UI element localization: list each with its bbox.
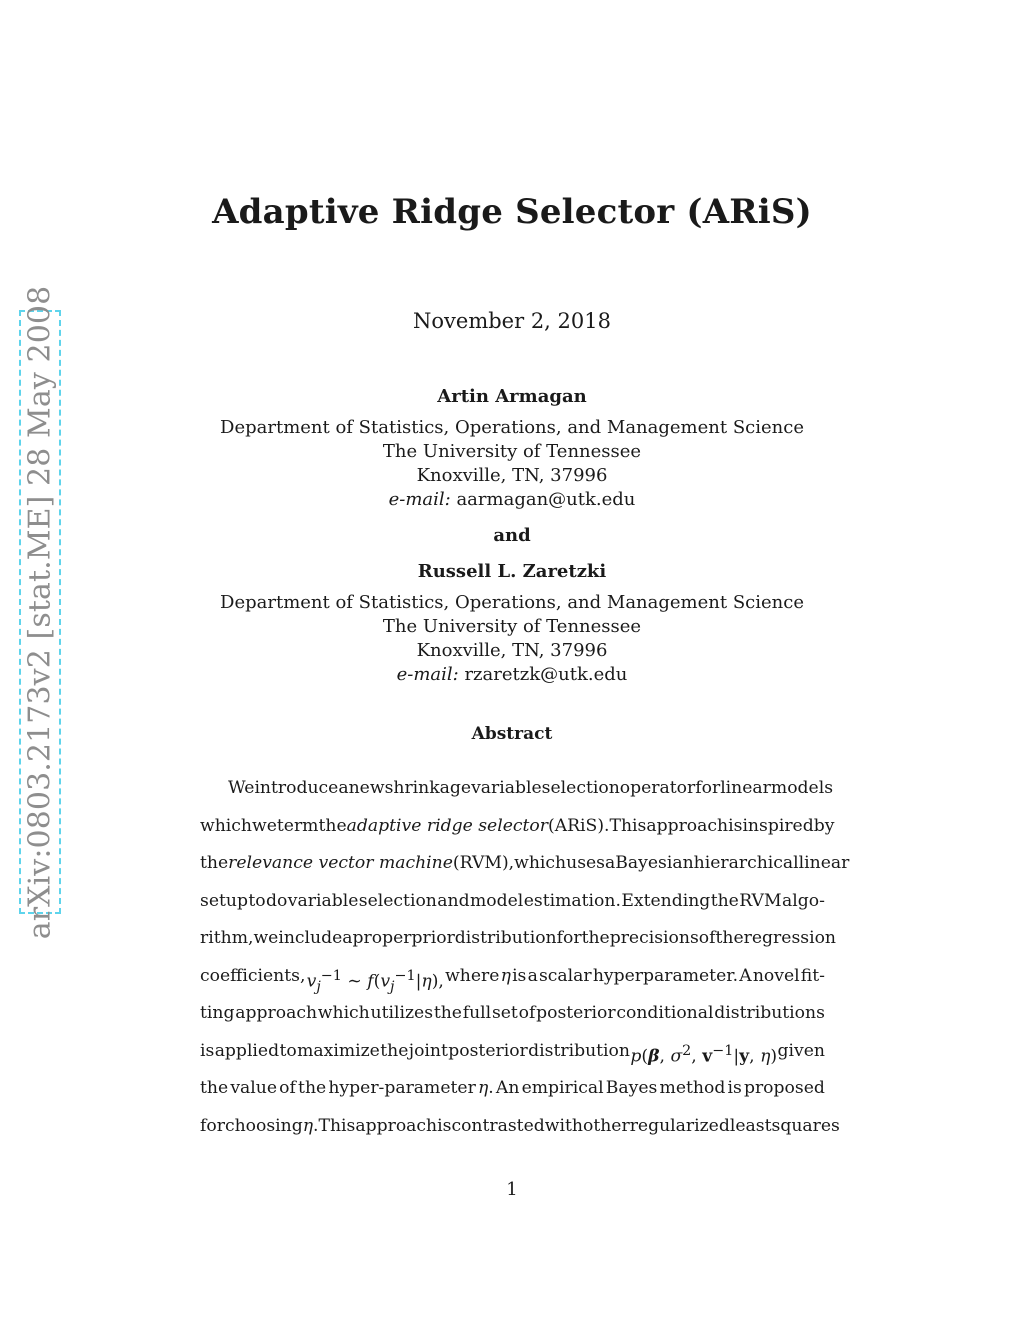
abstract-word: a bbox=[527, 965, 538, 986]
author-2-email: rzaretzk@utk.edu bbox=[464, 664, 628, 685]
abstract-word: coefficients, bbox=[200, 965, 306, 986]
abstract-word: ting bbox=[200, 1003, 235, 1023]
abstract-word: a bbox=[338, 778, 349, 798]
abstract-word: the bbox=[710, 890, 739, 911]
abstract-line bbox=[200, 958, 825, 996]
abstract-word: fit- bbox=[800, 965, 825, 986]
abstract-word: approach bbox=[355, 1115, 438, 1136]
author-1-email-line bbox=[0, 488, 1024, 512]
paper-title: Adaptive Ridge Selector (ARiS) bbox=[212, 192, 812, 232]
arxiv-stamp-text: arXiv:0803.2173v2 [stat.ME] 28 May 2008 bbox=[22, 285, 58, 939]
abstract-word: linear bbox=[720, 778, 771, 798]
abstract-line bbox=[200, 808, 835, 846]
abstract-word: models bbox=[770, 778, 834, 798]
math-expression: $v_j^{-1}$ ∼ $f(v_j^{-1}|\eta)$, bbox=[306, 967, 444, 995]
abstract-word: posterior bbox=[448, 1040, 528, 1061]
abstract-word: we bbox=[251, 815, 277, 836]
author-1-city: Knoxville, TN, 37996 bbox=[416, 465, 608, 486]
math-expression: η. bbox=[477, 1078, 494, 1098]
abstract-word: utilizes bbox=[370, 1003, 434, 1023]
abstract-word: the bbox=[581, 928, 610, 948]
abstract-word: regularized bbox=[629, 1115, 730, 1136]
abstract-word: Bayesian bbox=[615, 853, 694, 873]
abstract-word: scalar bbox=[538, 965, 592, 986]
abstract-word: distributions bbox=[714, 1003, 825, 1023]
abstract-word: which bbox=[200, 815, 252, 836]
abstract-word: rithm, bbox=[200, 928, 254, 948]
abstract-word: for bbox=[695, 778, 721, 798]
abstract-word: choosing bbox=[224, 1115, 303, 1136]
abstract-word: contrasted bbox=[451, 1115, 545, 1136]
author-1-email: aarmagan@utk.edu bbox=[456, 489, 636, 510]
abstract-word: for bbox=[556, 928, 582, 948]
abstract-word: applied bbox=[214, 1040, 280, 1061]
abstract-word: approach bbox=[235, 1003, 318, 1023]
abstract-word: regression bbox=[743, 928, 837, 948]
abstract-word: distribution bbox=[528, 1040, 630, 1061]
abstract-word: include bbox=[278, 928, 343, 948]
abstract-word: of bbox=[518, 1003, 536, 1023]
abstract-line bbox=[200, 845, 850, 883]
abstract-word: introduce bbox=[254, 778, 339, 798]
author-1-university: The University of Tennessee bbox=[382, 441, 642, 462]
abstract-word: RVM bbox=[739, 890, 782, 911]
abstract-word: posterior bbox=[536, 1003, 616, 1023]
author-2-department: Department of Statistics, Operations, and Management Science bbox=[220, 592, 804, 613]
abstract-word: proposed bbox=[743, 1078, 825, 1098]
author-2-name: Russell L. Zaretzki bbox=[417, 561, 607, 582]
abstract-word: full bbox=[462, 1003, 492, 1023]
abstract-word: the bbox=[380, 1040, 409, 1061]
abstract-word: new bbox=[348, 778, 385, 798]
abstract-word: algo- bbox=[781, 890, 825, 911]
abstract-word: (RVM), bbox=[452, 853, 515, 873]
abstract-word: variable bbox=[471, 778, 542, 798]
abstract-word: We bbox=[228, 778, 255, 798]
abstract-word: other bbox=[582, 1115, 630, 1136]
abstract-word: shrinkage bbox=[384, 778, 472, 798]
abstract-word: operator bbox=[619, 778, 696, 798]
abstract-word: prior bbox=[411, 928, 455, 948]
abstract-word: hyper-parameter bbox=[328, 1078, 476, 1098]
abstract-word: is bbox=[200, 1040, 215, 1061]
author-2-university: The University of Tennessee bbox=[382, 616, 642, 637]
abstract-word: the bbox=[318, 815, 347, 836]
abstract-word: given bbox=[777, 1040, 825, 1061]
abstract-word: novel bbox=[752, 965, 800, 986]
abstract-word: Extending bbox=[621, 890, 711, 911]
abstract-line bbox=[200, 883, 825, 921]
abstract-word: the bbox=[200, 1078, 229, 1098]
abstract-word: the bbox=[298, 1078, 327, 1098]
abstract-line bbox=[200, 995, 825, 1033]
author-1-email-label: e-mail: bbox=[388, 489, 451, 510]
abstract-word: maximize bbox=[297, 1040, 380, 1061]
page-number: 1 bbox=[506, 1179, 518, 1200]
and-separator: and bbox=[493, 525, 531, 546]
abstract-word: uses bbox=[566, 853, 606, 873]
abstract-word: is bbox=[437, 1115, 452, 1136]
abstract-word: a bbox=[605, 853, 616, 873]
abstract-word: the bbox=[715, 928, 744, 948]
abstract-word: linear bbox=[798, 853, 850, 873]
abstract-word: we bbox=[253, 928, 279, 948]
abstract-word: to bbox=[279, 1040, 297, 1061]
abstract-line bbox=[200, 1108, 840, 1146]
abstract-word: precisions bbox=[609, 928, 699, 948]
abstract-word: to bbox=[248, 890, 266, 911]
abstract-emphasis: adaptive ridge selector bbox=[346, 815, 548, 836]
abstract-word: An bbox=[495, 1078, 520, 1098]
abstract-word: hyperparameter. bbox=[592, 965, 739, 986]
abstract-line bbox=[200, 1033, 825, 1071]
abstract-word: setup bbox=[200, 890, 248, 911]
author-2-affiliation bbox=[0, 591, 1024, 687]
abstract-word: of bbox=[279, 1078, 296, 1098]
abstract-word: Bayes bbox=[605, 1078, 658, 1098]
math-expression: p(β, $\sigma^2$, $v^{-1}|y$, η) bbox=[630, 1042, 778, 1067]
abstract-word: variable bbox=[287, 890, 359, 911]
abstract-word: is bbox=[512, 965, 527, 986]
abstract-word: inspired bbox=[742, 815, 814, 836]
author-2-city: Knoxville, TN, 37996 bbox=[416, 640, 608, 661]
abstract-word: hierarchical bbox=[693, 853, 799, 873]
abstract-word: selection bbox=[541, 778, 620, 798]
abstract-word: method bbox=[659, 1078, 726, 1098]
abstract-word: by bbox=[813, 815, 835, 836]
abstract-word: least bbox=[729, 1115, 772, 1136]
abstract-word: estimation. bbox=[523, 890, 621, 911]
math-expression: η. bbox=[302, 1115, 319, 1136]
abstract-line bbox=[200, 770, 834, 808]
abstract-word: value bbox=[230, 1078, 278, 1098]
abstract-line bbox=[200, 1070, 825, 1108]
abstract-word: A bbox=[739, 965, 752, 986]
abstract-word: (ARiS). bbox=[547, 815, 610, 836]
abstract-word: set bbox=[491, 1003, 518, 1023]
abstract-word: of bbox=[698, 928, 716, 948]
abstract-word: is bbox=[728, 815, 743, 836]
abstract-word: do bbox=[266, 890, 288, 911]
abstract-word: a bbox=[342, 928, 353, 948]
abstract-word: This bbox=[318, 1115, 356, 1136]
abstract-word: which bbox=[317, 1003, 370, 1023]
abstract-word: which bbox=[514, 853, 567, 873]
abstract-word: and bbox=[437, 890, 470, 911]
author-2-email-label: e-mail: bbox=[396, 664, 459, 685]
abstract-word: is bbox=[727, 1078, 742, 1098]
abstract-word: squares bbox=[771, 1115, 840, 1136]
author-2-email-line bbox=[0, 663, 1024, 687]
abstract-word: empirical bbox=[521, 1078, 604, 1098]
abstract-heading: Abstract bbox=[471, 724, 553, 744]
paper-date: November 2, 2018 bbox=[413, 309, 611, 333]
math-expression: η bbox=[500, 965, 511, 986]
abstract-line bbox=[200, 920, 837, 958]
abstract-word: joint bbox=[408, 1040, 448, 1061]
abstract-word: selection bbox=[358, 890, 437, 911]
abstract-word: model bbox=[469, 890, 524, 911]
abstract-word: This bbox=[609, 815, 647, 836]
abstract-body bbox=[200, 770, 850, 1145]
abstract-word: approach bbox=[646, 815, 729, 836]
author-1-department: Department of Statistics, Operations, and Management Science bbox=[220, 417, 804, 438]
abstract-word: the bbox=[200, 853, 229, 873]
abstract-word: for bbox=[200, 1115, 225, 1136]
abstract-word: with bbox=[544, 1115, 583, 1136]
author-1-affiliation bbox=[0, 416, 1024, 512]
abstract-emphasis: relevance vector machine bbox=[228, 853, 453, 873]
abstract-word: conditional bbox=[616, 1003, 714, 1023]
abstract-word: the bbox=[433, 1003, 462, 1023]
author-1-name: Artin Armagan bbox=[437, 386, 587, 407]
abstract-word: term bbox=[276, 815, 319, 836]
abstract-word: where bbox=[445, 965, 500, 986]
abstract-word: distribution bbox=[454, 928, 557, 948]
abstract-word: proper bbox=[352, 928, 412, 948]
